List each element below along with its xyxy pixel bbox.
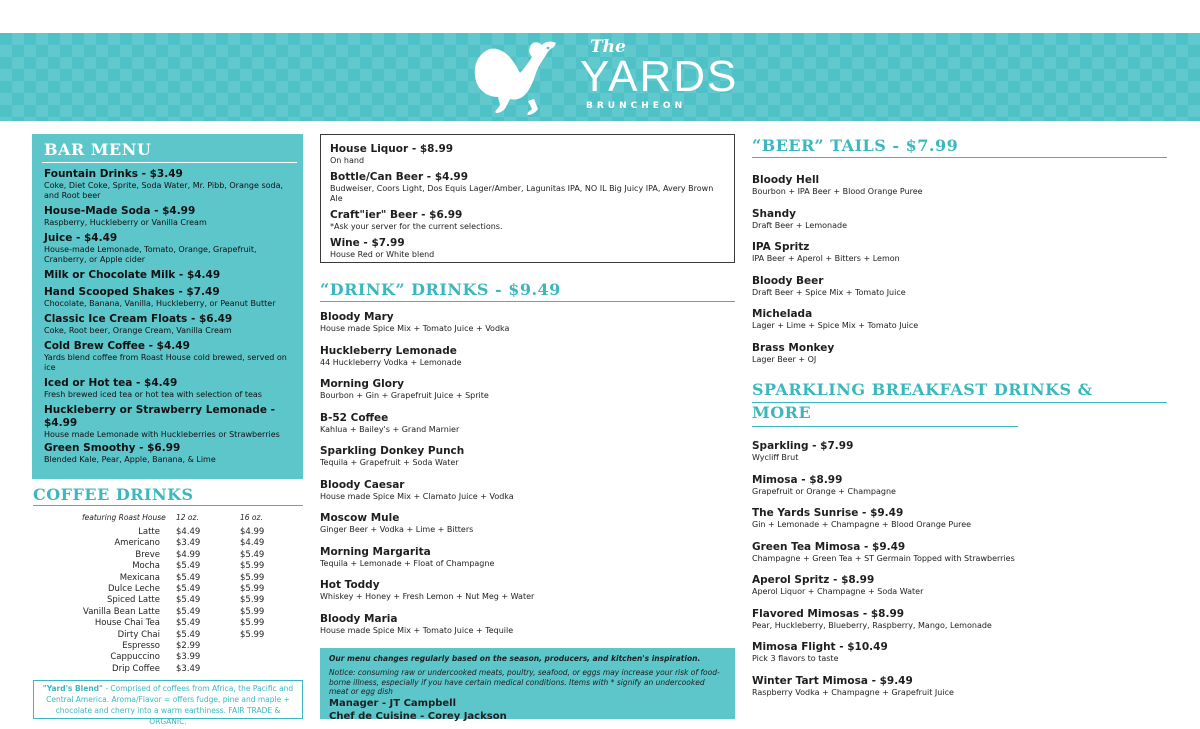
menu-item — [44, 232, 291, 265]
item-desc: Ginger Beer + Vodka + Lime + Bitters — [320, 525, 474, 534]
logo-name: YARDS — [580, 52, 739, 101]
menu-item — [752, 507, 1172, 541]
coffee-name: Latte — [138, 527, 160, 537]
price-16oz: $5.49 — [240, 549, 265, 560]
item-desc: Budweiser, Coors Light, Dos Equis Lager/Amber, Lagunitas IPA, NO IL Big Juicy IPA, Avery Brown Ale — [330, 184, 714, 203]
price-16oz: $5.99 — [240, 561, 265, 572]
item-desc: House made Spice Mix + Tomato Juice + Vodka — [320, 324, 510, 333]
menu-item — [752, 275, 1172, 309]
item-desc: Kahlua + Bailey's + Grand Marnier — [320, 424, 460, 434]
item-desc: 44 Huckleberry Vodka + Lemonade — [320, 357, 462, 367]
drink-drinks-list — [320, 311, 735, 646]
item-name: Winter Tart Mimosa - $9.49 — [752, 674, 913, 687]
price-12oz: $5.49 — [176, 595, 201, 606]
menu-item — [752, 608, 1172, 642]
price-16oz: $4.99 — [240, 527, 265, 537]
item-name: Sparkling Donkey Punch — [320, 445, 465, 457]
price-16oz: $5.99 — [240, 606, 265, 617]
menu-item — [752, 574, 1172, 608]
item-desc: Grapefruit or Orange + Champagne — [752, 486, 896, 496]
notice-panel — [320, 648, 735, 722]
coffee-row — [60, 584, 280, 595]
divider — [33, 505, 303, 506]
menu-item — [752, 675, 1172, 709]
item-desc: House made Lemonade with Huckleberries or Strawberries — [44, 430, 280, 439]
item-name: Iced or Hot tea - $4.49 — [44, 377, 178, 389]
item-desc: Pick 3 flavors to taste — [752, 654, 839, 663]
item-desc: House Red or White blend — [330, 250, 435, 259]
item-desc: Bourbon + IPA Beer + Blood Orange Puree — [752, 187, 923, 196]
menu-item — [752, 541, 1172, 575]
price-16oz: $5.99 — [240, 618, 265, 629]
menu-item — [320, 512, 735, 546]
menu-item — [330, 237, 725, 260]
item-desc: *Ask your server for the current selections. — [330, 222, 503, 231]
item-desc: House-made Lemonade, Tomato, Orange, Grapefruit, Cranberry, or Apple cider — [44, 245, 257, 264]
item-desc: Tequila + Lemonade + Float of Champagne — [320, 558, 495, 568]
coffee-col-16oz: 16 oz. — [240, 513, 263, 522]
sparkling-title-line1: SPARKLING BREAKFAST DRINKS & — [752, 380, 1093, 399]
item-desc: Coke, Diet Coke, Sprite, Soda Water, Mr. Pibb, Orange soda, and Root beer — [44, 181, 284, 200]
menu-item — [320, 412, 735, 446]
item-desc: Coke, Root beer, Orange Cream, Vanilla Cream — [44, 326, 232, 335]
item-name: Green Smoothy - $6.99 — [44, 442, 181, 454]
item-desc: Pear, Huckleberry, Blueberry, Raspberry, Mango, Lemonade — [752, 620, 992, 630]
logo-subtitle: BRUNCHEON — [586, 101, 687, 111]
menu-item — [320, 311, 735, 345]
bar-menu-title: BAR MENU — [44, 140, 152, 159]
item-desc: IPA Beer + Aperol + Bitters + Lemon — [752, 254, 900, 263]
header-banner — [0, 33, 1200, 121]
menu-item — [320, 613, 735, 647]
price-12oz: $4.99 — [176, 549, 201, 560]
menu-item — [320, 445, 735, 479]
item-name: The Yards Sunrise - $9.49 — [752, 507, 904, 519]
coffee-row — [60, 595, 280, 606]
menu-item — [44, 205, 291, 228]
item-name: B-52 Coffee — [320, 411, 389, 424]
item-name: Brass Monkey — [752, 341, 835, 354]
divider — [752, 157, 1167, 158]
menu-item — [752, 241, 1172, 275]
item-name: Bloody Hell — [752, 174, 820, 186]
turkey-icon — [470, 39, 560, 115]
menu-item — [752, 474, 1172, 508]
coffee-name: Mocha — [132, 561, 160, 572]
bar-menu-panel — [32, 134, 303, 479]
menu-item — [44, 269, 291, 282]
item-name: Hand Scooped Shakes - $7.49 — [44, 286, 220, 298]
manager-name: Manager - JT Campbell — [329, 697, 457, 709]
menu-item — [330, 171, 725, 204]
price-16oz: $5.99 — [240, 629, 265, 640]
item-name: Moscow Mule — [320, 512, 400, 524]
item-desc: Raspberry Vodka + Champagne + Grapefruit Juice — [752, 687, 954, 697]
menu-item — [320, 579, 735, 613]
item-desc: On hand — [330, 156, 365, 165]
item-name: Classic Ice Cream Floats - $6.49 — [44, 313, 233, 325]
item-desc: Raspberry, Huckleberry or Vanilla Cream — [44, 218, 207, 227]
divider — [752, 402, 1167, 403]
price-16oz: $5.99 — [240, 572, 265, 583]
menu-item — [320, 546, 735, 580]
item-name: Morning Margarita — [320, 545, 431, 558]
item-desc: Chocolate, Banana, Vanilla, Huckleberry, or Peanut Butter — [44, 299, 276, 308]
coffee-name: Dulce Leche — [107, 583, 160, 594]
price-12oz: $3.49 — [176, 538, 201, 549]
menu-item — [44, 442, 291, 465]
menu-item — [44, 168, 291, 201]
item-desc: Aperol Liquor + Champagne + Soda Water — [752, 587, 924, 596]
item-name: House-Made Soda - $4.99 — [44, 205, 196, 217]
chef-name: Chef de Cuisine - Corey Jackson — [329, 710, 507, 722]
price-16oz: $5.99 — [240, 583, 265, 594]
item-name: Flavored Mimosas - $8.99 — [752, 607, 905, 620]
item-desc: Draft Beer + Lemonade — [752, 220, 848, 230]
item-name: House Liquor - $8.99 — [330, 143, 454, 155]
menu-item — [320, 479, 735, 513]
price-12oz: $5.49 — [176, 629, 201, 640]
coffee-row — [60, 641, 280, 652]
item-desc: Bourbon + Gin + Grapefruit Juice + Sprite — [320, 391, 489, 400]
price-12oz: $4.49 — [176, 527, 201, 537]
coffee-row — [60, 607, 280, 618]
item-name: Aperol Spritz - $8.99 — [752, 574, 875, 586]
item-name: Wine - $7.99 — [330, 237, 405, 249]
menu-item — [44, 404, 291, 440]
item-name: Bloody Caesar — [320, 478, 405, 491]
blend-desc: - Comprised of coffees from Africa, the Pacific and Central America. Aroma/Flavor = offers fudge, pine and maple + chocolate and cherry into a warm earthiness. FAIR TRADE & ORGANIC. — [46, 684, 294, 726]
item-name: Bloody Mary — [320, 311, 394, 323]
sparkling-list — [752, 440, 1172, 708]
coffee-name: Dirty Chai — [117, 629, 160, 640]
coffee-price-table — [60, 527, 280, 675]
item-desc: Gin + Lemonade + Champagne + Blood Orange Puree — [752, 520, 972, 529]
menu-item — [752, 174, 1172, 208]
item-name: Hot Toddy — [320, 579, 380, 591]
logo-the: The — [590, 37, 626, 57]
coffee-row — [60, 573, 280, 584]
menu-item — [44, 286, 291, 309]
price-12oz: $2.99 — [176, 640, 201, 651]
item-name: Milk or Chocolate Milk - $4.49 — [44, 269, 221, 281]
item-name: Shandy — [752, 207, 796, 220]
menu-item — [320, 345, 735, 379]
coffee-name: Vanilla Bean Latte — [83, 606, 160, 617]
price-12oz: $5.49 — [176, 618, 201, 629]
menu-item — [44, 313, 291, 336]
sparkling-title-line2: MORE — [752, 403, 812, 422]
coffee-row — [60, 527, 280, 538]
coffee-row — [60, 561, 280, 572]
menu-item — [44, 340, 291, 373]
item-name: IPA Spritz — [752, 241, 810, 253]
item-name: Huckleberry Lemonade — [320, 344, 457, 357]
item-desc: Draft Beer + Spice Mix + Tomato Juice — [752, 287, 906, 297]
menu-item — [752, 440, 1172, 474]
item-name: Green Tea Mimosa - $9.49 — [752, 540, 906, 553]
coffee-name: Drip Coffee — [112, 663, 160, 674]
item-name: Fountain Drinks - $3.49 — [44, 168, 183, 180]
menu-item — [320, 378, 735, 412]
price-12oz: $3.99 — [176, 652, 201, 663]
item-desc: Yards blend coffee from Roast House cold brewed, served on ice — [44, 353, 287, 372]
menu-item — [44, 377, 291, 400]
price-12oz: $5.49 — [176, 561, 201, 572]
liquor-beer-wine-box — [320, 134, 735, 263]
coffee-row — [60, 550, 280, 561]
menu-item — [330, 209, 725, 232]
price-16oz: $5.99 — [240, 595, 265, 606]
price-12oz: $3.49 — [176, 663, 201, 674]
item-name: Sparkling - $7.99 — [752, 440, 854, 452]
coffee-name: Espresso — [122, 640, 160, 651]
item-name: Cold Brew Coffee - $4.49 — [44, 340, 190, 352]
item-name: Craft"ier" Beer - $6.99 — [330, 209, 463, 221]
price-12oz: $5.49 — [176, 572, 201, 583]
food-safety-notice: Notice: consuming raw or undercooked meats, poultry, seafood, or eggs may increase your risk of food-borne illness, especially if you have certain medical conditions. Items with * signify an undercooked meat or egg dish — [329, 668, 720, 696]
item-desc: House made Spice Mix + Clamato Juice + Vodka — [320, 491, 514, 501]
item-desc: Lager + Lime + Spice Mix + Tomato Juice — [752, 321, 919, 330]
beer-tails-title: “BEER” TAILS - $7.99 — [752, 136, 959, 155]
menu-item — [330, 143, 725, 166]
coffee-row — [60, 538, 280, 549]
coffee-col-12oz: 12 oz. — [176, 513, 199, 522]
coffee-name: Breve — [135, 549, 160, 560]
menu-item — [752, 308, 1172, 342]
coffee-row — [60, 652, 280, 663]
item-name: Morning Glory — [320, 378, 405, 390]
coffee-row — [60, 618, 280, 629]
menu-change-note: Our menu changes regularly based on the season, producers, and kitchen's inspiration. — [329, 654, 701, 663]
yards-blend-note — [33, 680, 303, 726]
menu-item — [752, 641, 1172, 675]
coffee-row — [60, 630, 280, 641]
item-desc: Lager Beer + OJ — [752, 354, 817, 364]
coffee-name: Mexicana — [119, 572, 160, 583]
item-name: Bottle/Can Beer - $4.99 — [330, 171, 469, 183]
yards-logo — [470, 37, 739, 117]
item-name: Huckleberry or Strawberry Lemonade - $4.99 — [44, 404, 275, 429]
item-name: Juice - $4.49 — [44, 232, 118, 244]
item-desc: Fresh brewed iced tea or hot tea with selection of teas — [44, 390, 262, 399]
coffee-featuring: featuring Roast House — [82, 513, 166, 522]
item-name: Mimosa - $8.99 — [752, 473, 843, 486]
price-16oz: $4.49 — [240, 538, 265, 549]
menu-item — [752, 342, 1172, 376]
item-desc: Tequila + Grapefruit + Soda Water — [320, 458, 459, 467]
price-12oz: $5.49 — [176, 606, 201, 617]
divider — [320, 301, 735, 302]
item-desc: Champagne + Green Tea + ST Germain Topped with Strawberries — [752, 553, 1015, 563]
blend-name: "Yard's Blend" — [42, 684, 103, 693]
coffee-drinks-title: COFFEE DRINKS — [33, 485, 194, 504]
beer-tails-list — [752, 174, 1172, 375]
item-name: Michelada — [752, 308, 813, 320]
item-name: Mimosa Flight - $10.49 — [752, 641, 888, 653]
divider — [42, 162, 297, 163]
coffee-name: Americano — [114, 538, 160, 549]
coffee-row — [60, 664, 280, 675]
price-12oz: $5.49 — [176, 583, 201, 594]
divider — [752, 426, 1018, 427]
coffee-name: Cappuccino — [110, 652, 160, 663]
coffee-name: Spiced Latte — [107, 595, 160, 606]
item-name: Bloody Beer — [752, 274, 824, 287]
item-desc: House made Spice Mix + Tomato Juice + Tequile — [320, 625, 514, 635]
coffee-name: House Chai Tea — [94, 618, 160, 629]
item-desc: Whiskey + Honey + Fresh Lemon + Nut Meg + Water — [320, 592, 535, 601]
item-desc: Blended Kale, Pear, Apple, Banana, & Lime — [44, 455, 216, 464]
menu-item — [752, 208, 1172, 242]
drink-drinks-title: “DRINK” DRINKS - $9.49 — [320, 280, 561, 299]
item-desc: Wycliff Brut — [752, 453, 799, 462]
item-name: Bloody Maria — [320, 612, 398, 625]
